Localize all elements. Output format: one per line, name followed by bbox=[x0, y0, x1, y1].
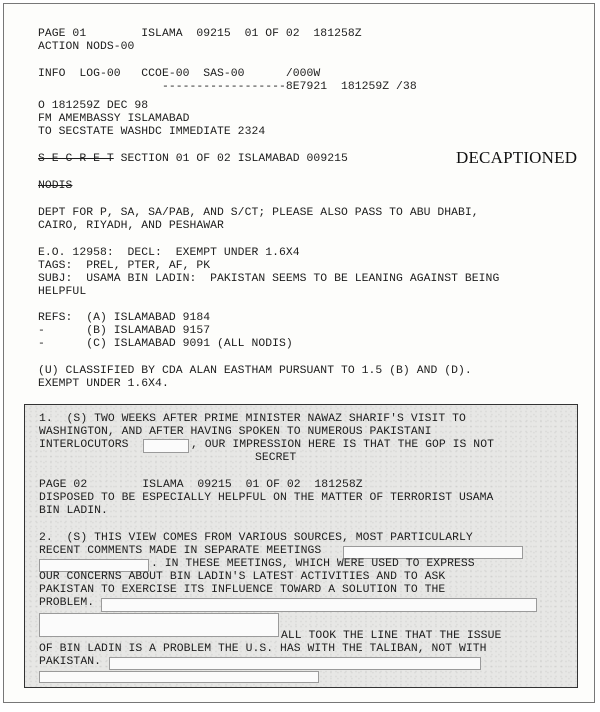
subject-line-1: SUBJ: USAMA BIN LADIN: PAKISTAN SEEMS TO BE LEANING AGAINST BEING bbox=[38, 273, 500, 285]
para2-line-9: PAKISTAN. bbox=[39, 656, 101, 668]
para1-line-3a: INTERLOCUTORS bbox=[39, 439, 129, 451]
header-page-line: PAGE 01 ISLAMA 09215 01 OF 02 181258Z bbox=[38, 28, 362, 40]
refs-line-3: - (C) ISLAMABAD 9091 (ALL NODIS) bbox=[38, 338, 293, 350]
secret-marking: S E C R E T bbox=[38, 153, 114, 165]
header-dtg-line: O 181259Z DEC 98 bbox=[38, 100, 149, 112]
refs-line-1: REFS: (A) ISLAMABAD 9184 bbox=[38, 312, 211, 324]
classification-line bbox=[38, 153, 348, 166]
para2-line-4: OUR CONCERNS ABOUT BIN LADIN'S LATEST ACTIVITIES AND TO ASK bbox=[39, 571, 446, 583]
page2-header-line: PAGE 02 ISLAMA 09215 01 OF 02 181258Z bbox=[39, 479, 363, 491]
cable-page bbox=[3, 3, 595, 703]
classified-by-line-1: (U) CLASSIFIED BY CDA ALAN EASTHAM PURSUANT TO 1.5 (B) AND (D). bbox=[38, 365, 472, 377]
para2-line-7: ALL TOOK THE LINE THAT THE ISSUE bbox=[281, 630, 502, 642]
section-marking: SECTION 01 OF 02 ISLAMABAD 009215 bbox=[113, 153, 348, 165]
header-info-line: INFO LOG-00 CCOE-00 SAS-00 /000W bbox=[38, 68, 321, 80]
para1-line-3b: , OUR IMPRESSION HERE IS THAT THE GOP IS NOT bbox=[191, 439, 494, 451]
decaptioned-stamp: DECAPTIONED bbox=[456, 148, 578, 167]
dept-line-2: CAIRO, RIYADH, AND PESHAWAR bbox=[38, 220, 224, 232]
para2-line-2: RECENT COMMENTS MADE IN SEPARATE MEETINGS bbox=[39, 545, 322, 557]
refs-line-2: - (B) ISLAMABAD 9157 bbox=[38, 325, 211, 337]
redaction-block bbox=[109, 657, 481, 670]
redaction-block bbox=[143, 439, 189, 453]
subject-line-2: HELPFUL bbox=[38, 286, 87, 298]
para2-line-5: PAKISTAN TO EXERCISE ITS INFLUENCE TOWARD A SOLUTION TO THE bbox=[39, 584, 446, 596]
dept-line-1: DEPT FOR P, SA, SA/PAB, AND S/CT; PLEASE ALSO PASS TO ABU DHABI, bbox=[38, 207, 479, 219]
eo-line: E.O. 12958: DECL: EXEMPT UNDER 1.6X4 bbox=[38, 247, 300, 259]
header-from-line: FM AMEMBASSY ISLAMABAD bbox=[38, 113, 190, 125]
secret-label: SECRET bbox=[255, 452, 297, 464]
para2-line-3: . IN THESE MEETINGS, WHICH WERE USED TO EXPRESS bbox=[151, 558, 475, 570]
redaction-block bbox=[39, 613, 279, 637]
tags-line: TAGS: PREL, PTER, AF, PK bbox=[38, 260, 211, 272]
para1-line-1: 1. (S) TWO WEEKS AFTER PRIME MINISTER NAWAZ SHARIF'S VISIT TO bbox=[39, 413, 466, 425]
declassified-body-box bbox=[24, 404, 578, 688]
para2-line-1: 2. (S) THIS VIEW COMES FROM VARIOUS SOURCES, MOST PARTICULARLY bbox=[39, 532, 473, 544]
para1-line-5: DISPOSED TO BE ESPECIALLY HELPFUL ON THE MATTER OF TERRORIST USAMA bbox=[39, 492, 494, 504]
header-action-line: ACTION NODS-00 bbox=[38, 41, 135, 53]
para1-line-6: BIN LADIN. bbox=[39, 505, 108, 517]
redaction-block bbox=[39, 671, 319, 683]
para2-line-8: OF BIN LADIN IS A PROBLEM THE U.S. HAS WITH THE TALIBAN, NOT WITH bbox=[39, 643, 487, 655]
header-routing-line: ------------------8E7921 181259Z /38 bbox=[38, 81, 417, 93]
classified-by-line-2: EXEMPT UNDER 1.6X4. bbox=[38, 378, 169, 390]
nodis-marking: NODIS bbox=[38, 180, 73, 192]
para1-line-2: WASHINGTON, AND AFTER HAVING SPOKEN TO NUMEROUS PAKISTANI bbox=[39, 426, 432, 438]
redaction-block bbox=[101, 598, 537, 612]
para2-line-6: PROBLEM. bbox=[39, 597, 95, 609]
header-to-line: TO SECSTATE WASHDC IMMEDIATE 2324 bbox=[38, 126, 266, 138]
